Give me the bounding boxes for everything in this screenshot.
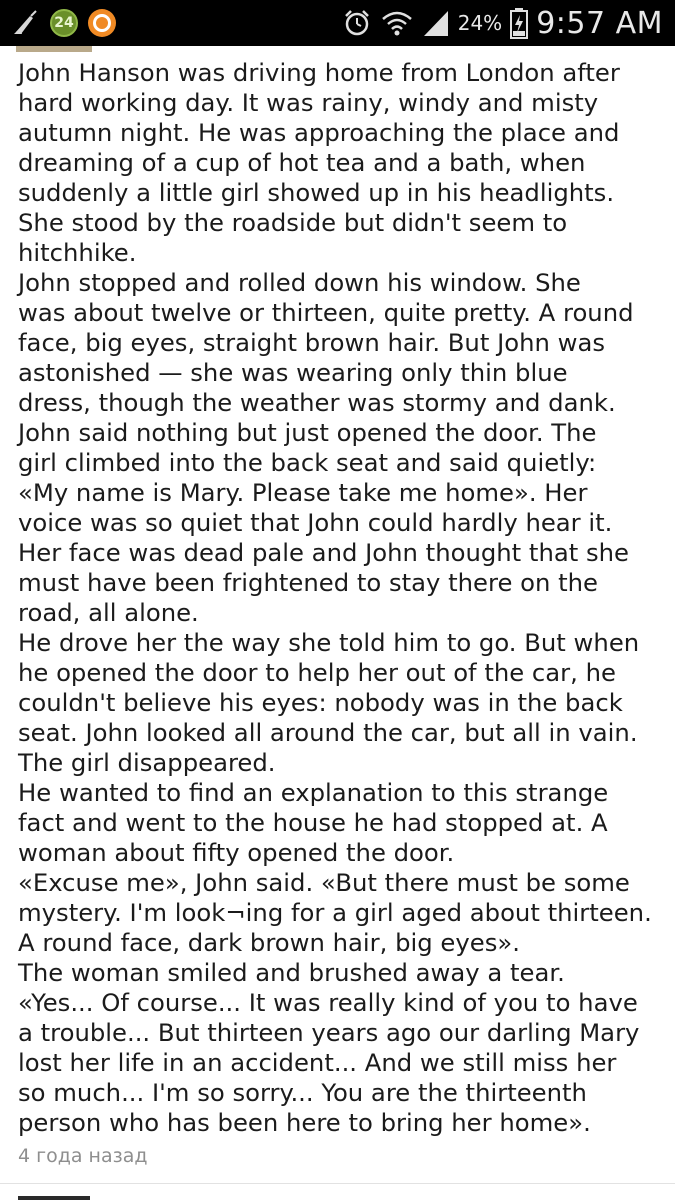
status-bar-notifications xyxy=(10,5,116,41)
alarm-icon xyxy=(342,8,372,38)
odnoklassniki-icon xyxy=(88,9,116,37)
battery-percent: 24% xyxy=(457,11,503,35)
next-post-avatar[interactable] xyxy=(18,1196,90,1200)
divider xyxy=(0,1183,675,1184)
battery-charging-icon xyxy=(510,7,528,39)
broom-icon xyxy=(10,8,40,38)
status-bar xyxy=(0,0,675,46)
post-text: John Hanson was driving home from London after hard working day. It was rainy, windy and misty autumn night. He was approaching the place and dreaming of a cup of hot tea and a bath, when suddenly a little girl showed up in his headlights. She stood by the roadside but didn't seem to hitchhike. John stopped and rolled down his window. She was about twelve or thirteen, quite pretty. A round face, big eyes, straight brown hair. But John was astonished — she was wearing only thin blue dress, though the weather was stormy and dank. John said nothing but just opened the door. The girl climbed into the back seat and said quietly: «My name is Mary. Please take me home». Her voice was so quiet that John could hardly hear it. Her face was dead pale and John thought that she must have been frightened to stay there on the road, all alone. He drove her the way she told him to go. But when he opened the door to help her out of the car, he couldn't believe his eyes: nobody was in the back seat. John looked all around the car, but all in vain. The girl disappeared. He wanted to find an explanation to this strange fact and went to the house he had stopped at. A woman about fifty opened the door. «Excuse me», John said. «But there must be some mystery. I'm look¬ing for a girl aged about thirteen. A round face, dark brown hair, big eyes». The woman smiled and brushed away a tear. «Yes... Of course... It was really kind of you to have a trouble... But thirteen years ago our darling Mary lost her life in an accident... And we still miss her so much... I'm so sorry... You are the thirteenth person who has been here to bring her home». xyxy=(18,58,652,1137)
post-timestamp: 4 года назад xyxy=(18,1145,148,1167)
signal-icon xyxy=(422,8,450,38)
wifi-icon xyxy=(380,8,414,38)
clock: 9:57 AM xyxy=(536,5,663,41)
notification-badge-icon: 24 xyxy=(50,9,78,37)
avatar[interactable] xyxy=(16,46,92,52)
status-bar-system xyxy=(342,5,663,41)
